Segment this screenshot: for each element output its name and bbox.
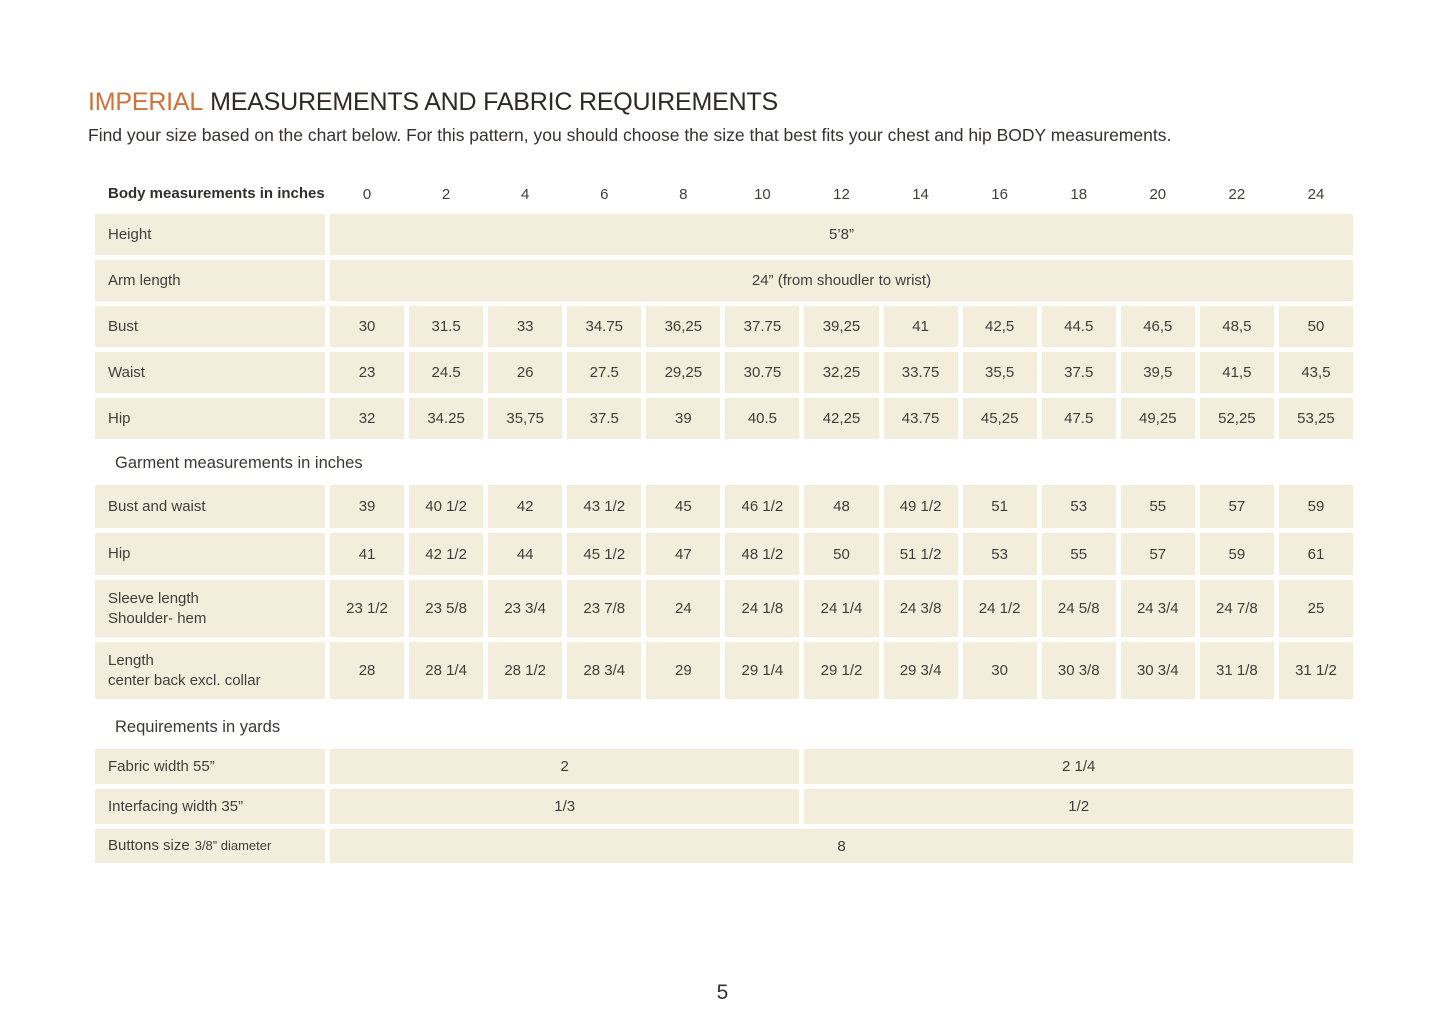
measurement-cell: 52,25 [1200,398,1274,439]
measurement-cell: 28 3/4 [567,642,641,699]
merged-value-cell-left: 1/3 [330,789,799,824]
measurement-cell: 24.5 [409,352,483,393]
size-col-header: 12 [833,185,850,203]
measurement-cell: 39,25 [804,306,878,347]
table-row-length [95,642,1353,699]
size-col-header: 18 [1070,185,1088,203]
merged-value-cell: 5’8” [330,214,1353,255]
row-label-line2: center back excl. collar [108,671,261,689]
row-label [95,642,325,699]
table-row-sleeve-length [95,580,1353,637]
measurement-cell: 39 [646,398,720,439]
row-label-inline [108,836,271,856]
size-col-header: 24 [1307,185,1325,203]
table-row-arm-length [95,260,1353,301]
table-row-hip-body [95,398,1353,439]
measurement-cell: 42 [488,485,562,528]
measurement-cell: 29 [646,642,720,699]
page-content [88,88,1353,868]
table-row-bust [95,306,1353,347]
table-row-height [95,214,1353,255]
measurement-cell: 59 [1279,485,1353,528]
row-label: Hip [95,398,325,439]
measurement-cell: 39,5 [1121,352,1195,393]
page-title-rest: MEASUREMENTS AND FABRIC REQUIREMENTS [210,88,778,116]
measurement-cell: 30 3/4 [1121,642,1195,699]
merged-value-cell-right: 2 1/4 [804,749,1353,784]
measurement-cell: 23 5/8 [409,580,483,637]
measurement-cell: 30 [963,642,1037,699]
measurement-cell: 33 [488,306,562,347]
measurement-cell: 41,5 [1200,352,1274,393]
measurement-cell: 23 7/8 [567,580,641,637]
row-label: Fabric width 55” [95,749,325,784]
measurement-cell: 57 [1121,533,1195,575]
measurement-cell: 29 1/4 [725,642,799,699]
measurement-cell: 45,25 [963,398,1037,439]
intro-paragraph: Find your size based on the chart below. For this pattern, you should choose the size that best fits your chest and hip BODY measurements. [88,125,1172,145]
measurement-cell: 31 1/2 [1279,642,1353,699]
measurement-cell: 49,25 [1121,398,1195,439]
measurement-cell: 29,25 [646,352,720,393]
table-row-buttons-size [95,829,1353,863]
size-chart-table [95,183,1353,863]
measurement-cell: 55 [1121,485,1195,528]
measurement-cell: 40.5 [725,398,799,439]
measurement-cell: 48 [804,485,878,528]
measurement-cell: 24 [646,580,720,637]
table-row-fabric-width [95,749,1353,784]
measurement-cell: 45 1/2 [567,533,641,575]
measurement-cell: 24 3/8 [884,580,958,637]
measurement-cell: 45 [646,485,720,528]
measurement-cell: 32,25 [804,352,878,393]
garment-section-heading: Garment measurements in inches [115,454,363,472]
measurement-cell: 24 7/8 [1200,580,1274,637]
measurement-cell: 44.5 [1042,306,1116,347]
measurement-cell: 53,25 [1279,398,1353,439]
measurement-cell: 48 1/2 [725,533,799,575]
measurement-cell: 30.75 [725,352,799,393]
measurement-cell: 48,5 [1200,306,1274,347]
measurement-cell: 50 [1279,306,1353,347]
measurement-cell: 25 [1279,580,1353,637]
measurement-cell: 34.75 [567,306,641,347]
row-label [95,829,325,863]
merged-value-cell-left: 2 [330,749,799,784]
measurement-cell: 31 1/8 [1200,642,1274,699]
merged-value-cell-right: 1/2 [804,789,1353,824]
measurement-cell: 24 1/2 [963,580,1037,637]
size-col-header: 8 [679,185,688,203]
table-row-waist [95,352,1353,393]
measurement-cell: 23 3/4 [488,580,562,637]
size-col-header: 4 [521,185,530,203]
measurement-cell: 46 1/2 [725,485,799,528]
measurement-cell: 30 [330,306,404,347]
page-number: 5 [716,981,729,1004]
row-label-line1: Sleeve length [108,589,199,607]
table-row-hip-garment [95,533,1353,575]
row-label: Arm length [95,260,325,301]
measurement-cell: 31.5 [409,306,483,347]
measurement-cell: 41 [884,306,958,347]
size-col-header: 22 [1228,185,1246,203]
measurement-cell: 28 [330,642,404,699]
measurement-cell: 39 [330,485,404,528]
measurement-cell: 51 [963,485,1037,528]
measurement-cell: 55 [1042,533,1116,575]
measurement-cell: 30 3/8 [1042,642,1116,699]
row-label-line2: Shoulder- hem [108,609,207,627]
measurement-cell: 51 1/2 [884,533,958,575]
measurement-cell: 37.5 [1042,352,1116,393]
measurement-cell: 37.75 [725,306,799,347]
measurement-cell: 42,25 [804,398,878,439]
size-col-header: 14 [912,185,929,203]
table-row-bust-and-waist [95,485,1353,528]
row-label-detail: 3/8” diameter [194,838,272,853]
measurement-cell: 36,25 [646,306,720,347]
size-col-header: 0 [362,185,372,203]
measurement-cell: 43.75 [884,398,958,439]
measurement-cell: 23 [330,352,404,393]
measurement-cell: 24 5/8 [1042,580,1116,637]
measurement-cell: 24 1/4 [804,580,878,637]
table-row-interfacing-width [95,789,1353,824]
measurement-cell: 53 [1042,485,1116,528]
measurement-cell: 32 [330,398,404,439]
row-label: Height [95,214,325,255]
size-col-header: 16 [991,185,1008,203]
row-label [95,580,325,637]
measurement-cell: 57 [1200,485,1274,528]
measurement-cell: 34.25 [409,398,483,439]
page-title-accent: IMPERIAL [88,88,204,116]
measurement-cell: 23 1/2 [330,580,404,637]
measurement-cell: 49 1/2 [884,485,958,528]
row-label: Bust and waist [95,485,325,528]
merged-value-cell: 24” (from shoudler to wrist) [330,260,1353,301]
measurement-cell: 43,5 [1279,352,1353,393]
measurement-cell: 29 3/4 [884,642,958,699]
row-label-line1: Length [108,651,154,669]
measurement-cell: 47.5 [1042,398,1116,439]
measurement-cell: 41 [330,533,404,575]
measurement-cell: 42,5 [963,306,1037,347]
requirements-section-heading: Requirements in yards [115,718,281,736]
measurement-cell: 44 [488,533,562,575]
measurement-cell: 24 1/8 [725,580,799,637]
size-col-header: 2 [441,185,451,203]
row-label: Interfacing width 35” [95,789,325,824]
measurement-cell: 53 [963,533,1037,575]
measurement-cell: 59 [1200,533,1274,575]
measurement-cell: 29 1/2 [804,642,878,699]
measurement-cell: 37.5 [567,398,641,439]
row-label: Waist [95,352,325,393]
measurement-cell: 35,75 [488,398,562,439]
measurement-cell: 24 3/4 [1121,580,1195,637]
row-label: Hip [95,533,325,575]
measurement-cell: 43 1/2 [567,485,641,528]
measurement-cell: 40 1/2 [409,485,483,528]
size-col-header: 20 [1149,185,1167,203]
row-label-main: Buttons size [108,837,190,854]
measurement-cell: 26 [488,352,562,393]
measurement-cell: 35,5 [963,352,1037,393]
table-header-row [95,183,1353,205]
table-header-label: Body measurements in inches [108,185,325,202]
measurement-cell: 33.75 [884,352,958,393]
page-title [88,88,1353,117]
measurement-cell: 28 1/2 [488,642,562,699]
measurement-cell: 27.5 [567,352,641,393]
size-col-header: 6 [600,185,609,203]
measurement-cell: 50 [804,533,878,575]
measurement-cell: 61 [1279,533,1353,575]
measurement-cell: 42 1/2 [409,533,483,575]
measurement-cell: 46,5 [1121,306,1195,347]
measurement-cell: 47 [646,533,720,575]
row-label: Bust [95,306,325,347]
merged-value-cell: 8 [330,829,1353,863]
size-col-header: 10 [754,185,771,203]
measurement-cell: 28 1/4 [409,642,483,699]
